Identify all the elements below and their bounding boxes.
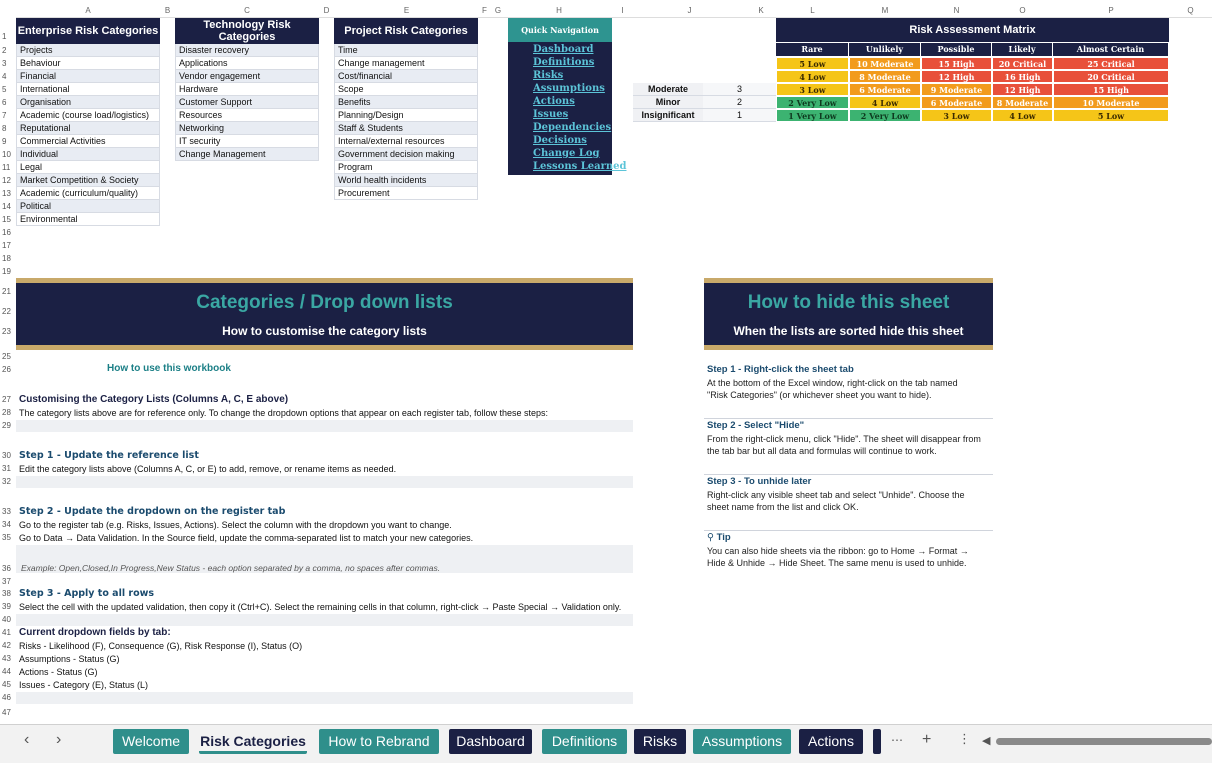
tab-assumptions[interactable]: Assumptions [693, 729, 791, 754]
enterprise-item[interactable]: Projects [16, 44, 160, 57]
tab-actions[interactable]: Actions [799, 729, 863, 754]
column-header[interactable]: E [334, 4, 479, 18]
column-header[interactable]: J [633, 4, 746, 18]
technology-item[interactable]: Resources [175, 109, 319, 122]
technology-item[interactable]: Customer Support [175, 96, 319, 109]
project-item[interactable]: Change management [334, 57, 478, 70]
enterprise-item[interactable]: Reputational [16, 122, 160, 135]
row-number[interactable]: 1 [2, 32, 7, 41]
matrix-cell: 8 Moderate [849, 70, 921, 83]
project-item[interactable]: Time [334, 44, 478, 57]
step1-text: Edit the category lists above (Columns A, C, or E) to add, remove, or rename items as needed. [19, 464, 397, 474]
left-banner-title: Categories / Drop down lists [196, 292, 453, 313]
row-number[interactable]: 21 [2, 287, 11, 296]
enterprise-item[interactable]: Commercial Activities [16, 135, 160, 148]
dropdown-field-line: Issues - Category (E), Status (L) [19, 680, 149, 690]
nav-link-dashboard[interactable]: Dashboard [533, 44, 594, 55]
nav-link-assumptions[interactable]: Assumptions [533, 83, 605, 94]
step3-text: Select the cell with the updated validation, then copy it (Ctrl+C). Select the remaining cells in that column, right-click → Paste Special → Validation only. [19, 602, 622, 612]
tab-dashboard[interactable]: Dashboard [449, 729, 532, 754]
enterprise-item[interactable]: Organisation [16, 96, 160, 109]
technology-item[interactable]: Change Management [175, 148, 319, 161]
enterprise-item[interactable]: Academic (course load/logistics) [16, 109, 160, 122]
more-tabs-icon[interactable]: ⋯ [891, 733, 903, 747]
technology-item[interactable]: IT security [175, 135, 319, 148]
enterprise-item[interactable]: Market Competition & Society [16, 174, 160, 187]
right-banner [704, 278, 993, 350]
row-number[interactable]: 30 [2, 451, 11, 460]
matrix-row-label: Minor [633, 96, 703, 109]
column-header[interactable]: Q [1169, 4, 1212, 18]
matrix-cell: 25 Critical [1053, 57, 1169, 70]
matrix-cell: 5 Low [1053, 109, 1169, 122]
row-number[interactable]: 5 [2, 85, 7, 94]
row-number[interactable]: 18 [2, 254, 11, 263]
row-number[interactable]: 35 [2, 533, 11, 542]
column-header[interactable]: N [921, 4, 992, 18]
row-band [16, 614, 633, 626]
row-number[interactable]: 37 [2, 577, 11, 586]
tip-title [707, 532, 731, 543]
matrix-row-label: Moderate [633, 83, 703, 96]
quick-nav-header: Quick Navigation [508, 18, 612, 42]
matrix-cell: 4 Low [849, 96, 921, 109]
column-header[interactable]: L [776, 4, 849, 18]
matrix-cell: 6 Moderate [849, 83, 921, 96]
enterprise-item[interactable]: Individual [16, 148, 160, 161]
matrix-column-header: Rare [776, 43, 848, 56]
column-header[interactable]: C [175, 4, 319, 18]
matrix-column-header: Unlikely [849, 43, 920, 56]
matrix-cell: 2 Very Low [849, 109, 921, 122]
row-number[interactable]: 11 [2, 163, 11, 172]
project-item[interactable]: Government decision making [334, 148, 478, 161]
left-banner [16, 278, 633, 350]
dropdown-field-line: Risks - Likelihood (F), Consequence (G), Risk Response (I), Status (O) [19, 641, 303, 651]
matrix-column-header: Possible [921, 43, 991, 56]
row-number[interactable]: 45 [2, 680, 11, 689]
hide-step1-line1: At the bottom of the Excel window, right-click on the tab named [707, 378, 958, 388]
project-item[interactable]: Procurement [334, 187, 478, 200]
row-number[interactable]: 43 [2, 654, 11, 663]
nav-link-dependencies[interactable]: Dependencies [533, 122, 612, 133]
step3-title: Step 3 - Apply to all rows [19, 588, 155, 599]
hide-step3-title: Step 3 - To unhide later [707, 476, 812, 487]
next-sheet-icon[interactable]: › [56, 731, 62, 748]
quick-navigation [508, 18, 627, 175]
technology-item[interactable]: Hardware [175, 83, 319, 96]
row-band [16, 692, 633, 704]
hide-step1-title: Step 1 - Right-click the sheet tab [707, 364, 854, 375]
enterprise-item[interactable]: Political [16, 200, 160, 213]
prev-sheet-icon[interactable]: ‹ [24, 731, 30, 748]
divider [704, 530, 993, 531]
matrix-cell: 4 Low [992, 109, 1053, 122]
technology-list [175, 44, 319, 161]
row-number[interactable]: 42 [2, 641, 11, 650]
enterprise-list [16, 44, 160, 226]
nav-link-actions[interactable]: Actions [533, 96, 575, 107]
project-list [334, 44, 478, 200]
step2-text-2: Go to Data → Data Validation. In the Source field, update the comma-separated list to match your new categories. [19, 533, 474, 543]
row-number[interactable]: 6 [2, 98, 7, 107]
enterprise-item[interactable]: Environmental [16, 213, 160, 226]
row-number[interactable]: 39 [2, 602, 11, 611]
project-item[interactable]: World health incidents [334, 174, 478, 187]
dropdown-field-line: Assumptions - Status (G) [19, 654, 120, 664]
step2-title: Step 2 - Update the dropdown on the register tab [19, 506, 286, 517]
step2-text-1: Go to the register tab (e.g. Risks, Issues, Actions). Select the column with the dropdown you want to change. [19, 520, 452, 530]
matrix-cell: 10 Moderate [1053, 96, 1169, 109]
matrix-cell: 5 Low [776, 57, 849, 70]
matrix-cell: 3 Low [776, 83, 849, 96]
technology-item[interactable]: Applications [175, 57, 319, 70]
fields-title: Current dropdown fields by tab: [19, 627, 171, 638]
technology-item[interactable]: Vendor engagement [175, 70, 319, 83]
project-item[interactable]: Planning/Design [334, 109, 478, 122]
scroll-left-icon[interactable]: ◀ [982, 735, 991, 747]
matrix-cell: 6 Moderate [921, 96, 992, 109]
hide-step2-title: Step 2 - Select "Hide" [707, 420, 805, 431]
row-number[interactable]: 36 [2, 564, 11, 573]
column-header[interactable]: B [160, 4, 175, 18]
matrix-cell: 3 Low [921, 109, 992, 122]
nav-link-definitions[interactable]: Definitions [533, 57, 595, 68]
enterprise-item[interactable]: Financial [16, 70, 160, 83]
tab-overflow[interactable] [873, 729, 881, 754]
sheet-tab-bar [0, 724, 1212, 763]
divider [704, 418, 993, 419]
project-item[interactable]: Benefits [334, 96, 478, 109]
matrix-row-score: 2 [703, 96, 776, 109]
row-number[interactable]: 41 [2, 628, 11, 637]
row-number[interactable]: 38 [2, 589, 11, 598]
hide-step2-line1: From the right-click menu, click "Hide". The sheet will disappear from [707, 434, 981, 444]
row-number[interactable]: 3 [2, 59, 7, 68]
matrix-cell: 12 High [992, 83, 1053, 96]
matrix-column-header: Almost Certain [1053, 43, 1168, 56]
row-number[interactable]: 44 [2, 667, 11, 676]
options-icon[interactable]: ⋮ [958, 731, 971, 746]
matrix-title: Risk Assessment Matrix [776, 18, 1169, 42]
enterprise-item[interactable]: International [16, 83, 160, 96]
step1-title: Step 1 - Update the reference list [19, 450, 199, 461]
nav-link-decisions[interactable]: Decisions [533, 135, 587, 146]
matrix-cell: 20 Critical [1053, 70, 1169, 83]
tab-definitions[interactable]: Definitions [542, 729, 627, 754]
column-header[interactable]: F [479, 4, 490, 18]
nav-link-lessons-learned[interactable]: Lessons Learned [533, 161, 627, 172]
matrix-cell: 10 Moderate [849, 57, 921, 70]
row-number[interactable]: 25 [2, 352, 11, 361]
column-header[interactable]: M [849, 4, 921, 18]
matrix-column-header: Likely [992, 43, 1052, 56]
column-header[interactable]: G [490, 4, 506, 18]
column-header[interactable]: K [746, 4, 776, 18]
hide-step1-line2: "Risk Categories" (or whichever sheet you want to hide). [707, 390, 932, 400]
column-header[interactable]: O [992, 4, 1053, 18]
row-number[interactable]: 19 [2, 267, 11, 276]
technology-item[interactable]: Networking [175, 122, 319, 135]
row-number[interactable]: 16 [2, 228, 11, 237]
customising-heading: Customising the Category Lists (Columns A, C, E above) [19, 394, 289, 405]
example-text: Example: Open,Closed,In Progress,New Status - each option separated by a comma, no spaces after commas. [21, 563, 441, 573]
row-number[interactable]: 33 [2, 507, 11, 516]
row-number[interactable]: 47 [2, 708, 11, 717]
matrix-cell: 15 High [921, 57, 992, 70]
hide-step3-line1: Right-click any visible sheet tab and select "Unhide". Choose the [707, 490, 965, 500]
row-number[interactable]: 22 [2, 307, 11, 316]
left-banner-subtitle: How to customise the category lists [222, 324, 427, 338]
matrix-cell: 16 High [992, 70, 1053, 83]
row-number[interactable]: 8 [2, 124, 7, 133]
nav-link-risks[interactable]: Risks [533, 70, 564, 81]
tab-welcome[interactable]: Welcome [113, 729, 189, 754]
tip-label: Tip [716, 532, 731, 543]
row-number[interactable]: 4 [2, 72, 7, 81]
technology-header: Technology Risk Categories [175, 18, 319, 44]
technology-item[interactable]: Disaster recovery [175, 44, 319, 57]
row-number[interactable]: 12 [2, 176, 11, 185]
matrix-cell: 20 Critical [992, 57, 1053, 70]
nav-link-issues[interactable]: Issues [533, 109, 569, 120]
project-header: Project Risk Categories [334, 18, 478, 44]
row-band [16, 476, 633, 488]
column-header[interactable]: P [1053, 4, 1169, 18]
hide-step3-line2: sheet name from the list and click OK. [707, 502, 859, 512]
row-band [16, 420, 633, 432]
matrix-cell: 4 Low [776, 70, 849, 83]
nav-link-change-log[interactable]: Change Log [533, 148, 600, 159]
row-number[interactable]: 2 [2, 46, 7, 55]
row-number[interactable]: 7 [2, 111, 7, 120]
matrix-cell: 12 High [921, 70, 992, 83]
row-number[interactable]: 31 [2, 464, 11, 473]
divider [704, 474, 993, 475]
enterprise-header: Enterprise Risk Categories [16, 18, 160, 44]
tab-risks[interactable]: Risks [634, 729, 686, 754]
column-header[interactable]: A [16, 4, 160, 18]
enterprise-item[interactable]: Academic (curriculum/quality) [16, 187, 160, 200]
right-banner-subtitle: When the lists are sorted hide this sheet [733, 324, 964, 338]
row-number[interactable]: 10 [2, 150, 11, 159]
matrix-cell: 15 High [1053, 83, 1169, 96]
row-number[interactable]: 23 [2, 327, 11, 336]
row-number[interactable]: 17 [2, 241, 11, 250]
matrix-cell: 9 Moderate [921, 83, 992, 96]
dropdown-field-line: Actions - Status (G) [19, 667, 98, 677]
enterprise-item[interactable]: Legal [16, 161, 160, 174]
project-item[interactable]: Program [334, 161, 478, 174]
row-number[interactable]: 13 [2, 189, 11, 198]
row-number[interactable]: 9 [2, 137, 7, 146]
row-number[interactable]: 29 [2, 421, 11, 430]
project-item[interactable]: Scope [334, 83, 478, 96]
row-number[interactable]: 27 [2, 395, 11, 404]
row-number[interactable]: 28 [2, 408, 11, 417]
row-number[interactable]: 15 [2, 215, 11, 224]
tab-risk-categories[interactable]: Risk Categories [199, 729, 307, 754]
matrix-cell: 8 Moderate [992, 96, 1053, 109]
horizontal-scrollbar[interactable] [996, 738, 1212, 745]
row-number[interactable]: 40 [2, 615, 11, 624]
hide-step2-line2: the tab bar but all data and formulas will continue to work. [707, 446, 937, 456]
matrix-cell: 1 Very Low [776, 109, 849, 122]
how-to-use-link[interactable]: How to use this workbook [107, 363, 231, 374]
column-header[interactable]: D [319, 4, 334, 18]
tip-line2: Hide & Unhide → Hide Sheet. The same menu is used to unhide. [707, 558, 967, 568]
row-number[interactable]: 32 [2, 477, 11, 486]
project-item[interactable]: Internal/external resources [334, 135, 478, 148]
right-banner-title: How to hide this sheet [747, 292, 950, 313]
row-number[interactable]: 46 [2, 693, 11, 702]
project-item[interactable]: Staff & Students [334, 122, 478, 135]
project-item[interactable]: Cost/financial [334, 70, 478, 83]
matrix-row-score: 1 [703, 109, 776, 122]
row-number[interactable]: 14 [2, 202, 11, 211]
add-sheet-icon[interactable]: + [922, 731, 932, 748]
enterprise-item[interactable]: Behaviour [16, 57, 160, 70]
intro-text: The category lists above are for reference only. To change the dropdown options that appear on each register tab, follow these steps: [19, 408, 548, 418]
row-number[interactable]: 26 [2, 365, 11, 374]
tip-line1: You can also hide sheets via the ribbon: go to Home → Format → [707, 546, 969, 556]
matrix-row-label: Insignificant [633, 109, 703, 122]
pin-icon: ⚲ [707, 532, 714, 543]
matrix-row-score: 3 [703, 83, 776, 96]
column-header[interactable]: H [506, 4, 612, 18]
tab-how-to-rebrand[interactable]: How to Rebrand [319, 729, 439, 754]
row-number[interactable]: 34 [2, 520, 11, 529]
column-header[interactable]: I [612, 4, 633, 18]
matrix-cell: 2 Very Low [776, 96, 849, 109]
